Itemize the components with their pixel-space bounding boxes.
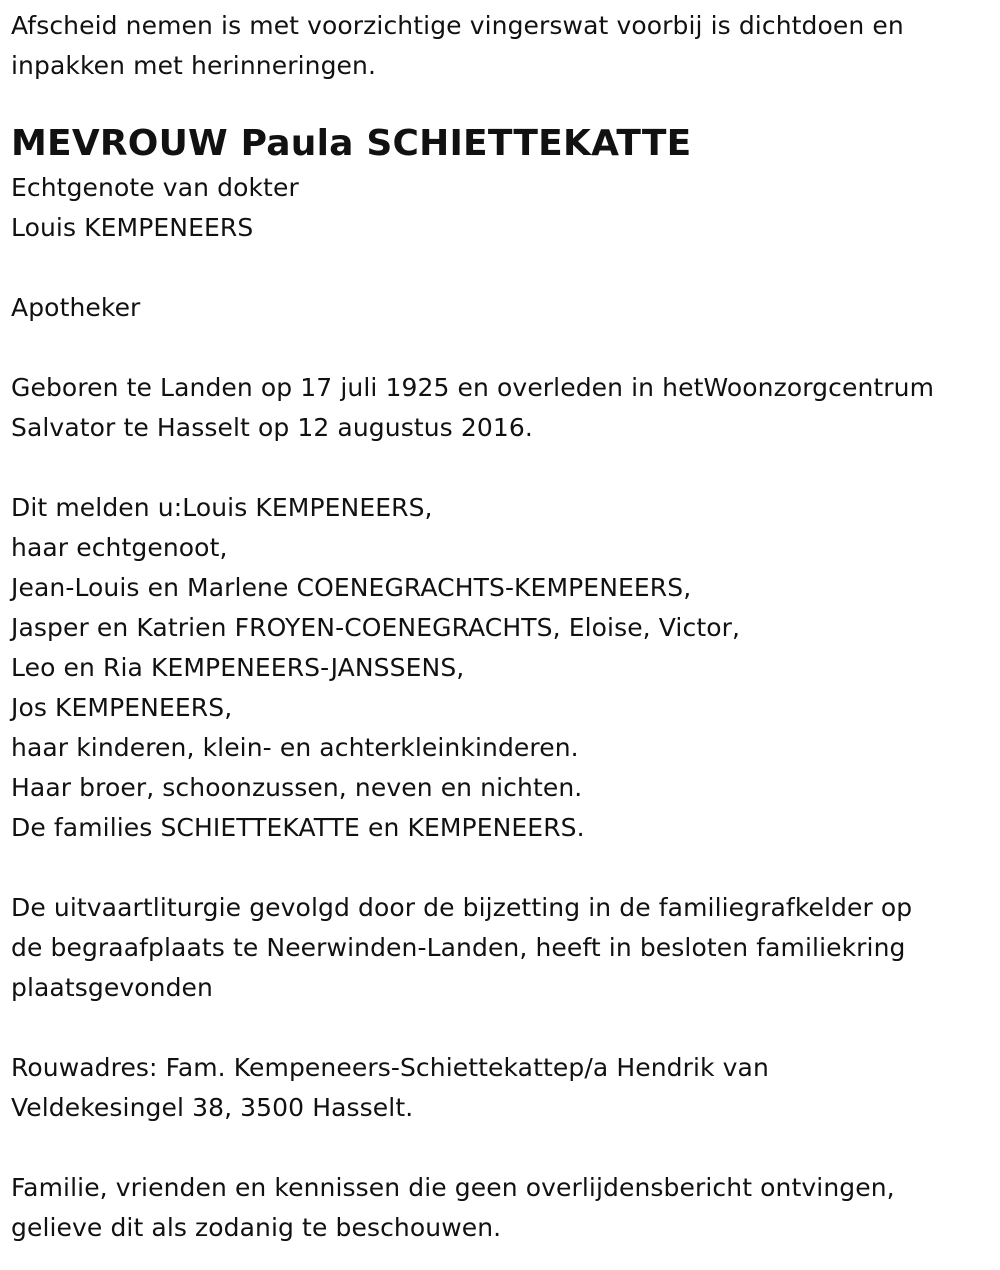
funeral-line-3: plaatsgevonden (11, 973, 213, 1002)
closing-section (11, 1168, 991, 1248)
birth-death-line-2: Salvator te Hasselt op 12 augustus 2016. (11, 413, 533, 442)
family-line: Dit melden u:Louis KEMPENEERS, (11, 493, 433, 522)
family-line: Haar broer, schoonzussen, neven en nichten. (11, 773, 583, 802)
address-section (11, 1048, 991, 1128)
birth-death-line-1: Geboren te Landen op 17 juli 1925 en overleden in hetWoonzorgcentrum (11, 373, 935, 402)
intro-quote (11, 6, 991, 86)
family-line: haar echtgenoot, (11, 533, 228, 562)
spouse-line-1: Echtgenote van dokter (11, 173, 299, 202)
profession: Apotheker (11, 293, 141, 322)
spacer (11, 1128, 991, 1168)
funeral-line-2: de begraafplaats te Neerwinden-Landen, heeft in besloten familiekring (11, 933, 906, 962)
family-line: Jasper en Katrien FROYEN-COENEGRACHTS, Eloise, Victor, (11, 613, 741, 642)
closing-line-1: Familie, vrienden en kennissen die geen overlijdensbericht ontvingen, (11, 1173, 895, 1202)
deceased-name-title: MEVROUW Paula SCHIETTEKATTE (11, 123, 692, 164)
family-line: Leo en Ria KEMPENEERS-JANSSENS, (11, 653, 465, 682)
obituary-document (11, 6, 991, 1248)
spacer (11, 448, 991, 488)
spouse-line-2: Louis KEMPENEERS (11, 213, 254, 242)
family-line: haar kinderen, klein- en achterkleinkinderen. (11, 733, 579, 762)
birth-death-section (11, 368, 991, 448)
intro-line-2: inpakken met herinneringen. (11, 51, 377, 80)
funeral-section (11, 888, 991, 1008)
address-line-2: Veldekesingel 38, 3500 Hasselt. (11, 1093, 414, 1122)
funeral-line-1: De uitvaartliturgie gevolgd door de bijzetting in de familiegrafkelder op (11, 893, 913, 922)
spouse-section (11, 168, 991, 248)
family-line: De families SCHIETTEKATTE en KEMPENEERS. (11, 813, 585, 842)
family-line: Jos KEMPENEERS, (11, 693, 233, 722)
family-section (11, 488, 991, 848)
intro-line-1: Afscheid nemen is met voorzichtige vingerswat voorbij is dichtdoen en (11, 11, 904, 40)
family-line: Jean-Louis en Marlene COENEGRACHTS-KEMPENEERS, (11, 573, 692, 602)
spacer (11, 248, 991, 288)
spacer (11, 848, 991, 888)
closing-line-2: gelieve dit als zodanig te beschouwen. (11, 1213, 502, 1242)
address-line-1: Rouwadres: Fam. Kempeneers-Schiettekattep/a Hendrik van (11, 1053, 769, 1082)
spacer (11, 1008, 991, 1048)
spacer (11, 328, 991, 368)
